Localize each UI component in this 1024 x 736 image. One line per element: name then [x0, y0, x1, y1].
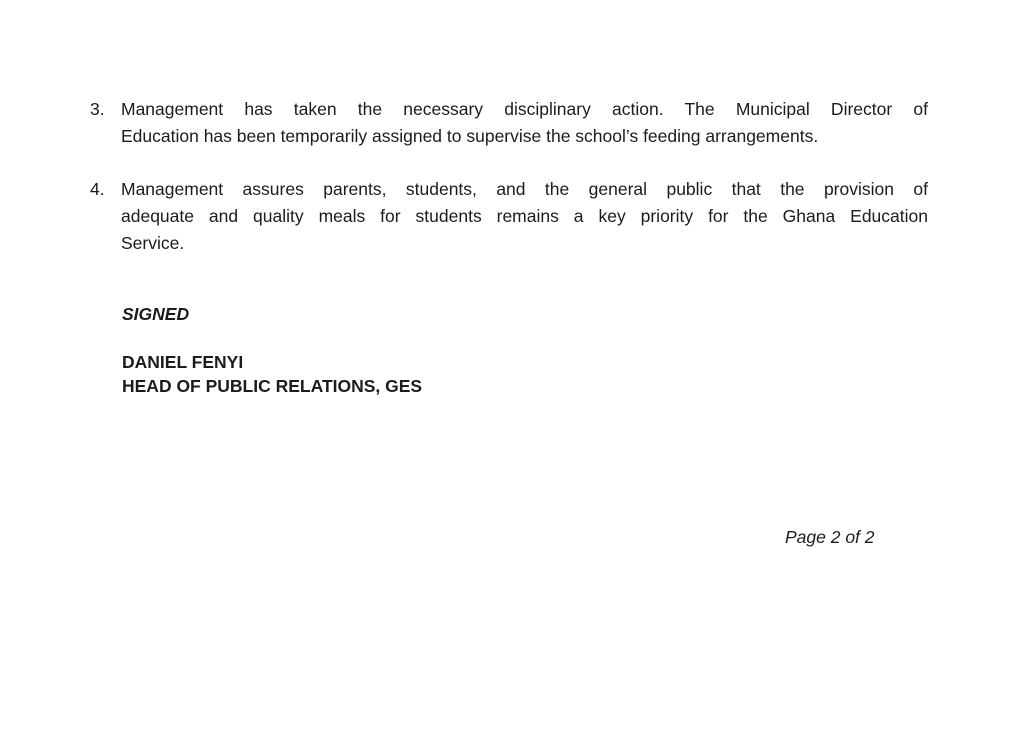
signatory-title: HEAD OF PUBLIC RELATIONS, GES [122, 375, 423, 396]
list-item-number: 3. [90, 99, 105, 119]
text-line: Management has taken the necessary disciplinary action. The Municipal Director of [121, 99, 928, 119]
page-number: Page 2 of 2 [785, 527, 875, 547]
signed-label: SIGNED [122, 304, 190, 324]
text-line: Education has been temporarily assigned to supervise the school’s feeding arrangements. [121, 126, 819, 146]
list-item [90, 176, 928, 257]
text-line: Service. [121, 233, 185, 253]
list-item-text [121, 96, 928, 150]
text-line: adequate and quality meals for students remains a key priority for the Ghana Education [121, 206, 928, 226]
list-item [90, 96, 928, 150]
list-item-text [121, 176, 928, 257]
list-item-number: 4. [90, 179, 105, 199]
signature-block [122, 351, 422, 398]
text-line: Management assures parents, students, and the general public that the provision of [121, 179, 928, 199]
signatory-name: DANIEL FENYI [122, 352, 244, 372]
